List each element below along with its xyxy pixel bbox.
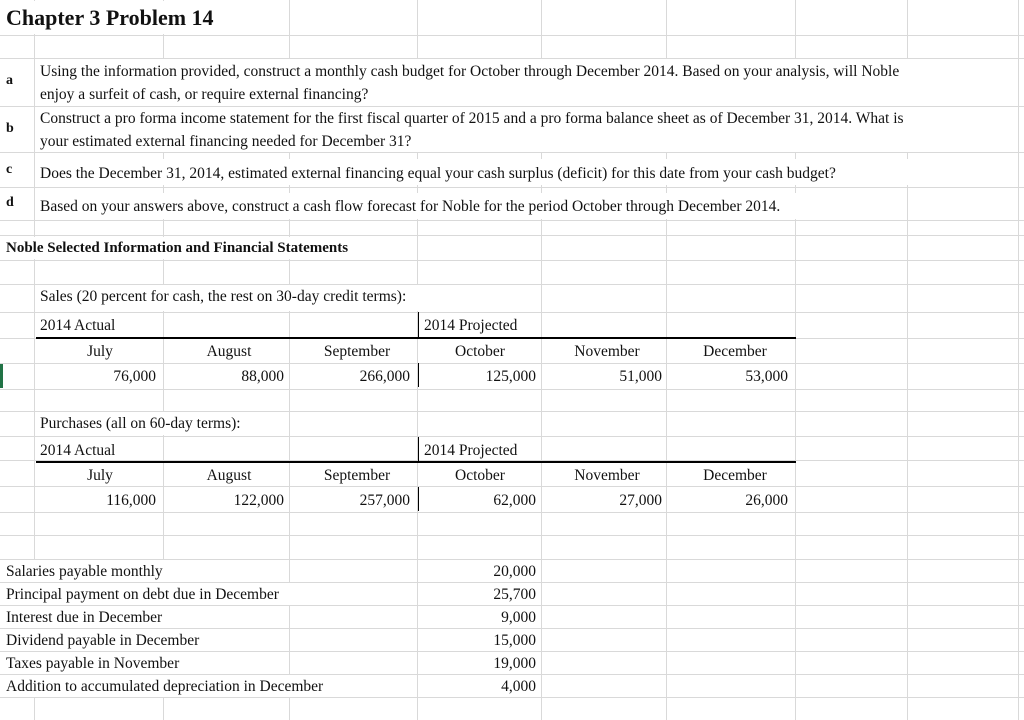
sales-header-rule [36,337,796,339]
question-label-a: a [6,73,13,88]
sales-heading: Sales (20 percent for cash, the rest on 30-day credit terms): [40,288,407,305]
purchases-actual-label: 2014 Actual [40,442,116,459]
sales-month-september: September [323,343,391,360]
item-value-taxes: 19,000 [493,655,536,672]
sales-actual-label: 2014 Actual [40,317,116,334]
item-value-interest: 9,000 [501,609,536,626]
sales-value-september: 266,000 [359,368,410,385]
item-value-salaries: 20,000 [493,563,536,580]
question-d-line-1: Based on your answers above, construct a cash flow forecast for Noble for the period October through December 2014. [40,198,781,215]
item-label-principal: Principal payment on debt due in December [6,586,279,603]
sales-month-july: July [87,343,113,360]
sales-month-october: October [455,343,505,360]
question-c-line-1: Does the December 31, 2014, estimated external financing equal your cash surplus (deficit) for this date from your cash budget? [40,165,836,182]
item-value-principal: 25,700 [493,586,536,603]
purchases-heading: Purchases (all on 60-day terms): [40,415,241,432]
sales-value-august: 88,000 [241,368,284,385]
item-value-dividend: 15,000 [493,632,536,649]
sales-projected-label: 2014 Projected [424,317,518,334]
purchases-projected-label: 2014 Projected [424,442,518,459]
purchases-projected-divider [418,437,419,462]
sales-month-december: December [703,343,767,360]
question-b-line-1: Construct a pro forma income statement for the first fiscal quarter of 2015 and a pro forma balance sheet as of December 31, 2014. What is [40,110,904,127]
question-a-line-1: Using the information provided, construct a monthly cash budget for October through December 2014. Based on your analysis, will Noble [40,63,900,80]
item-label-dividend: Dividend payable in December [6,632,200,649]
purchases-month-july: July [87,467,113,484]
item-label-salaries: Salaries payable monthly [6,563,163,580]
question-a-line-2: enjoy a surfeit of cash, or require external financing? [40,86,369,103]
sales-values-divider [418,363,419,387]
purchases-value-july: 116,000 [106,492,156,509]
sales-month-november: November [574,343,640,360]
purchases-month-september: September [323,467,391,484]
sales-value-december: 53,000 [745,368,788,385]
purchases-month-december: December [703,467,767,484]
purchases-value-december: 26,000 [745,492,788,509]
sales-month-august: August [206,343,252,360]
question-b-line-2: your estimated external financing needed for December 31? [40,133,412,150]
sales-value-october: 125,000 [485,368,536,385]
question-label-d: d [6,195,14,210]
item-label-taxes: Taxes payable in November [6,655,180,672]
purchases-value-november: 27,000 [619,492,662,509]
purchases-month-august: August [206,467,252,484]
purchases-month-october: October [455,467,505,484]
purchases-value-september: 257,000 [359,492,410,509]
sales-projected-divider [418,312,419,338]
page-title: Chapter 3 Problem 14 [6,5,214,30]
active-row-marker [0,364,3,388]
item-value-depreciation: 4,000 [501,678,536,695]
purchases-month-november: November [574,467,640,484]
section-heading: Noble Selected Information and Financial Statements [6,240,349,256]
purchases-value-october: 62,000 [493,492,536,509]
question-label-c: c [6,162,13,177]
item-label-depreciation: Addition to accumulated depreciation in December [6,678,324,695]
item-label-interest: Interest due in December [6,609,163,626]
purchases-values-divider [418,487,419,511]
purchases-header-rule [36,461,796,463]
purchases-value-august: 122,000 [233,492,284,509]
sales-value-july: 76,000 [113,368,156,385]
sales-value-november: 51,000 [619,368,662,385]
question-label-b: b [6,121,14,136]
